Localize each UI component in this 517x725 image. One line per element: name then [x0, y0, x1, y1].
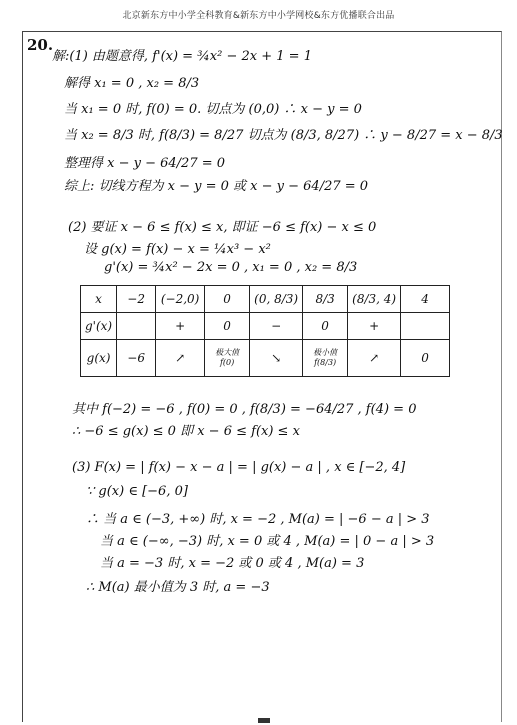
table-cell: −2 — [117, 286, 156, 313]
table-cell: 0 — [401, 340, 450, 377]
table-cell: 0 — [205, 286, 250, 313]
part1-line: 整理得 x − y − 64/27 = 0 — [64, 156, 226, 171]
table-cell: g(x) — [81, 340, 117, 377]
table-cell: x — [81, 286, 117, 313]
part3-line: ∴ 当 a ∈ (−3, +∞) 时, x = −2 , M(a) = | −6 − a | > 3 — [86, 512, 430, 527]
table-cell: 极大值 f(0) — [205, 340, 250, 377]
part3-line: (3) F(x) = | f(x) − x − a | = | g(x) − a | , x ∈ [−2, 4] — [72, 460, 406, 475]
table-cell: g'(x) — [81, 313, 117, 340]
page-bottom-mark — [258, 718, 270, 723]
part1-line: 解得 x₁ = 0 , x₂ = 8/3 — [64, 76, 200, 91]
monotonicity-table — [80, 285, 450, 377]
table-cell: + — [348, 313, 401, 340]
table-cell: + — [156, 313, 205, 340]
table-cell: (0, 8/3) — [250, 286, 303, 313]
page-header: 北京新东方中小学全科教育&新东方中小学网校&东方优播联合出品 — [122, 11, 395, 21]
table-cell: 0 — [303, 313, 348, 340]
table-cell: − — [250, 313, 303, 340]
table-cell: −6 — [117, 340, 156, 377]
part2-line: 设 g(x) = f(x) − x = ¼x³ − x² — [84, 242, 271, 257]
table-cell: 8/3 — [303, 286, 348, 313]
part2-line: (2) 要证 x − 6 ≤ f(x) ≤ x, 即证 −6 ≤ f(x) − x ≤ 0 — [68, 220, 377, 235]
table-cell: 0 — [205, 313, 250, 340]
table-header-row — [81, 286, 450, 313]
table-cell: ↗ — [156, 340, 205, 377]
table-cell: 4 — [401, 286, 450, 313]
part1-line: 当 x₂ = 8/3 时, f(8/3) = 8/27 切点为 (8/3, 8/27) ∴ y − 8/27 = x − 8/3 — [64, 128, 503, 143]
part3-line: ∵ g(x) ∈ [−6, 0] — [86, 484, 188, 499]
table-cell: 极小值 f(8/3) — [303, 340, 348, 377]
table-cell — [117, 313, 156, 340]
part3-line: 当 a = −3 时, x = −2 或 0 或 4 , M(a) = 3 — [100, 556, 365, 571]
table-derivative-row — [81, 313, 450, 340]
part2-line: ∴ −6 ≤ g(x) ≤ 0 即 x − 6 ≤ f(x) ≤ x — [72, 424, 300, 439]
table-cell — [401, 313, 450, 340]
table-cell: (−2,0) — [156, 286, 205, 313]
table-cell: ↘ — [250, 340, 303, 377]
question-number: 20. — [27, 36, 54, 54]
table-function-row — [81, 340, 450, 377]
part3-line: 当 a ∈ (−∞, −3) 时, x = 0 或 4 , M(a) = | 0 − a | > 3 — [100, 534, 435, 549]
part2-line: g'(x) = ¾x² − 2x = 0 , x₁ = 0 , x₂ = 8/3 — [104, 260, 358, 275]
part1-line: 解:(1) 由题意得, f'(x) = ¾x² − 2x + 1 = 1 — [52, 49, 312, 64]
part1-line: 当 x₁ = 0 时, f(0) = 0. 切点为 (0,0) ∴ x − y = 0 — [64, 102, 362, 117]
table-cell: (8/3, 4) — [348, 286, 401, 313]
table-cell: ↗ — [348, 340, 401, 377]
part3-line: ∴ M(a) 最小值为 3 时, a = −3 — [86, 580, 270, 595]
part2-line: 其中 f(−2) = −6 , f(0) = 0 , f(8/3) = −64/27 , f(4) = 0 — [72, 402, 417, 417]
part1-line: 综上: 切线方程为 x − y = 0 或 x − y − 64/27 = 0 — [64, 179, 369, 194]
